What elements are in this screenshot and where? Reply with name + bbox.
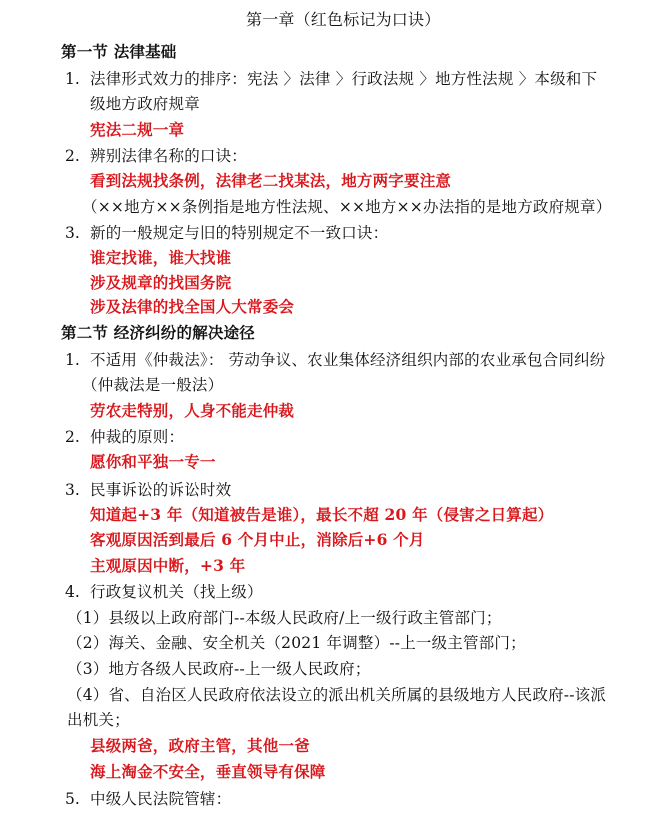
section1-heading: 第一节 法律基础 xyxy=(61,42,177,61)
law-ranking-text: 法律形式效力的排序：宪法 〉法律 〉行政法规 〉地方性法规 〉本级和下 xyxy=(90,70,598,88)
item-number: 3. xyxy=(65,481,80,499)
item-number: 1. xyxy=(65,70,80,88)
item-number: 2. xyxy=(65,428,80,446)
review-authority-subitem: （4）省、自治区人民政府依法设立的派出机关所属的县级地方人民政府--该派 xyxy=(67,686,607,704)
mnemonic: 客观原因活到最后 6 个月中止，消除后+6 个月 xyxy=(90,530,425,549)
mnemonic: 看到法规找条例，法律老二找某法，地方两字要注意 xyxy=(90,171,452,190)
item-number: 5. xyxy=(65,790,80,808)
arbitration-note: （仲裁法是一般法） xyxy=(82,376,224,394)
review-authority-subitem: （1）县级以上政府部门--本级人民政府/上一级行政主管部门； xyxy=(67,609,502,627)
mnemonic: 县级两爸，政府主管，其他一爸 xyxy=(90,736,310,755)
mnemonic: 谁定找谁，谁大找谁 xyxy=(90,248,232,267)
review-authority-subitem: （2）海关、金融、安全机关（2021 年调整）--上一级主管部门； xyxy=(67,634,526,652)
item-number: 1. xyxy=(65,351,80,369)
mnemonic: 海上淘金不安全，垂直领导有保障 xyxy=(90,762,326,781)
limitation-period-text: 民事诉讼的诉讼时效 xyxy=(90,481,232,499)
conflict-rule-text: 新的一般规定与旧的特别规定不一致口诀： xyxy=(90,224,389,242)
arbitration-principle-text: 仲裁的原则： xyxy=(90,428,185,446)
mnemonic: 涉及法律的找全国人大常委会 xyxy=(90,297,295,316)
mnemonic: 涉及规章的找国务院 xyxy=(90,273,232,292)
item-number: 2. xyxy=(65,147,80,165)
mnemonic: 知道起+3 年（知道被告是谁），最长不超 20 年（侵害之日算起） xyxy=(90,505,554,524)
review-authority-subitem: （3）地方各级人民政府--上一级人民政府； xyxy=(67,660,371,678)
mnemonic: 宪法二规一章 xyxy=(90,120,185,139)
mnemonic: 主观原因中断，+3 年 xyxy=(90,556,246,575)
review-authority-subitem-cont: 出机关； xyxy=(67,711,130,729)
item-number: 3. xyxy=(65,224,80,242)
review-authority-text: 行政复议机关（找上级） xyxy=(90,583,263,601)
law-ranking-text-cont: 级地方政府规章 xyxy=(90,95,200,113)
section2-heading: 第二节 经济纠纷的解决途径 xyxy=(61,323,255,342)
mnemonic: 劳农走特别，人身不能走仲裁 xyxy=(90,401,295,420)
mnemonic: 愿你和平独一专一 xyxy=(90,452,216,471)
arbitration-exclusion-text: 不适用《仲裁法》： 劳动争议、农业集体经济组织内部的农业承包合同纠纷 xyxy=(90,351,606,369)
item-number: 4. xyxy=(65,583,80,601)
intermediate-court-text: 中级人民法院管辖： xyxy=(90,790,232,808)
law-name-note: （××地方××条例指是地方性法规、××地方××办法指的是地方政府规章） xyxy=(82,198,612,216)
law-name-text: 辨别法律名称的口诀： xyxy=(90,147,248,165)
chapter-title: 第一章（红色标记为口诀） xyxy=(246,10,441,29)
